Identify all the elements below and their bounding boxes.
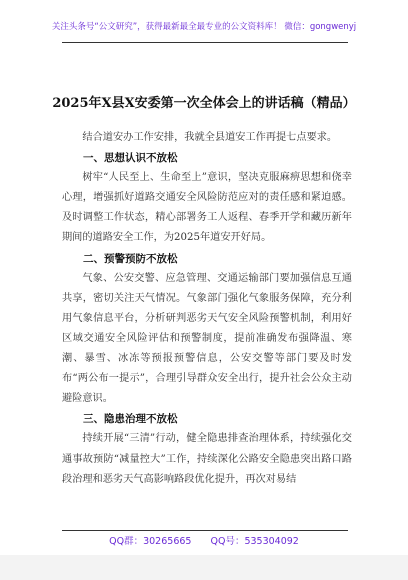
section-3-paragraph: 持续开展“三清”行动，健全隐患排查治理体系，持续强化交通事故预防“减量控大”工作，持续深化公路安全隐患突出路口路段治理和恶劣天气高影响路段优化提升，再次对易结	[62, 433, 352, 485]
section-1-paragraph: 树牢“人民至上、生命至上”意识，坚决克服麻痹思想和侥幸心理，增强抓好道路交通安全风险防范应对的责任感和紧迫感。及时调整工作状态，精心部署务工人返程、春季开学和藏历新年期间的道路安全工作，为2025年道安开好局。	[62, 172, 352, 244]
footer-qq-group: QQ群：30265665	[109, 536, 192, 547]
document-body	[62, 128, 352, 490]
section-heading-1: 一、思想认识不放松	[83, 152, 178, 165]
footer-qq-number: QQ号：535304092	[210, 536, 299, 547]
footer-contact	[0, 533, 408, 547]
header-note: 关注头条号“公文研究”，获得最新最全最专业的公文资料库！ 微信：gongwenyj	[51, 22, 357, 32]
section-heading-2: 二、预警预防不放松	[83, 252, 178, 265]
intro-paragraph: 结合道安办工作安排，我就全县道安工作再提七点要求。	[82, 132, 338, 143]
footer-divider	[62, 530, 348, 531]
header-divider	[62, 42, 348, 43]
footer-bar	[0, 555, 408, 580]
section-2-paragraph: 气象、公安交警、应急管理、交通运输部门要加强信息互通共享，密切关注天气情况。气象部门强化气象服务保障，充分利用气象信息平台，分析研判恶劣天气安全风险预警机制，利用好区域交通安全风险评估和预警制度，提前准确发布强降温、寒潮、暴雪、冰冻等预报预警信息，公安交警等部门要及时发布“两公布一提示”，合理引导群众安全出行，提升社会公众主动避险意识。	[62, 272, 352, 405]
section-heading-3: 三、隐患治理不放松	[83, 413, 178, 426]
document-title: 2025年X县X安委第一次全体会上的讲话稿（精品）	[52, 96, 356, 111]
